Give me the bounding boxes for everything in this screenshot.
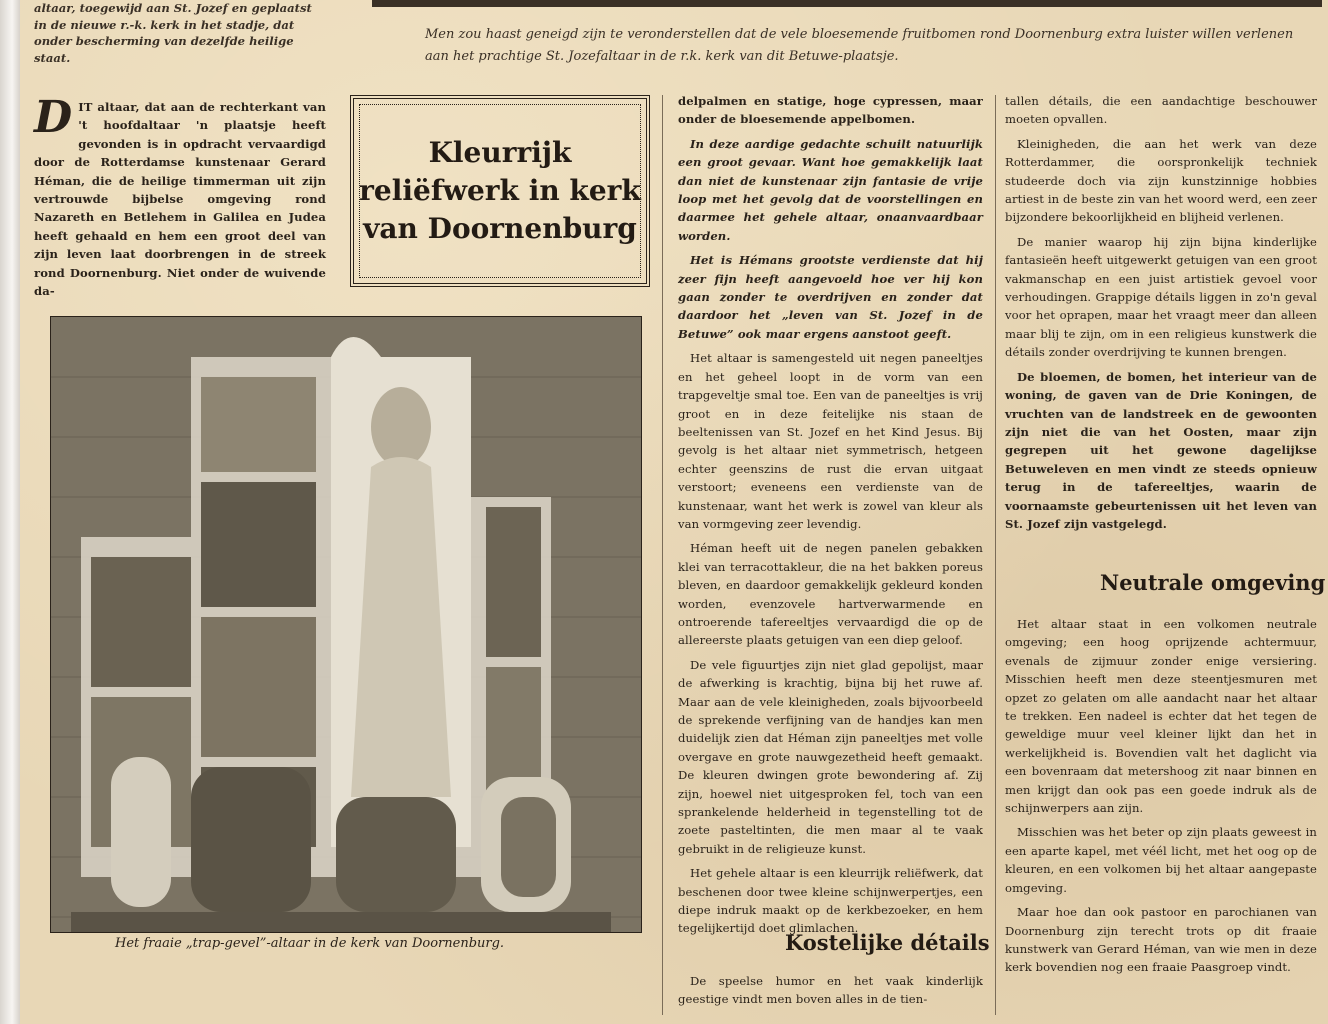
column-2 [678,92,983,944]
paragraph: Maar hoe dan ook pastoor en parochianen van Doornenburg zijn terecht trots op dit fraaie kunstwerk van Gerard Héman, van wie men in deze kerk bovendien nog een fraaie Paasgroep vindt. [1005,905,1317,975]
dropcap-letter: D [34,92,73,143]
headline-line: van Doornenburg [363,212,637,245]
column-3 [1005,92,1317,539]
paragraph: De manier waarop hij zijn bijna kinderlijke fantasieën heeft uitgewerkt getuigen van een groot vakmanschap en een juist artistiek gevoel voor verhoudingen. Grappige détails liggen in zo'n geval voor het oprapen, maar het vraagt meer dan alleen maar blij te zijn, om in een religieus kunstwerk die détails zonder overdrijving te kunnen brengen. [1005,234,1317,360]
column-1 [34,92,326,306]
top-fragment-line: altaar, toegewijd aan St. Jozef en geplaatst [34,1,312,15]
headline [359,134,641,248]
top-fragment-line: onder bescherming van dezelfde heilige [34,34,294,48]
binder-edge [0,0,22,1024]
intro-text: IT altaar, dat aan de rechterkant van 't hoofdaltaar 'n plaatsje heeft gevonden is in opdracht vervaardigd door de Rotterdamse kunstenaar Gerard Héman, die de heilige timmerman uit zijn vertrouwde bijbelse omgeving rond Nazareth en Betlehem in Galilea en Judea heeft gehaald en hem een groot deel van zijn leven laat doorbrengen in de streek rond Doornenburg. Niet onder de wuivende da- [34,100,326,299]
paragraph: De speelse humor en het vaak kinderlijk geestige vindt men boven alles in de tien- [678,974,983,1007]
top-fragment-line: in de nieuwe r.-k. kerk in het stadje, dat [34,17,295,32]
paragraph: tallen détails, die een aandachtige beschouwer moeten opvallen. [1005,94,1317,127]
altar-photo-illustration [51,317,641,932]
paragraph: Het is Hémans grootste verdienste dat hij zeer fijn heeft aangevoeld hoe ver hij kon gaan zonder te overdrijven en zonder dat daardoor het „leven van St. Jozef in de Betuwe” ook maar ergens aanstoot geeft. [678,253,983,341]
column-2-tail [678,972,983,1015]
paragraph: Het gehele altaar is een kleurrijk reliëfwerk, dat beschenen door twee kleine schijnwerpertjes, een diepe indruk maakt op de kerkbezoeker, en hem tegelijkertijd doet glimlachen. [678,866,983,936]
column-divider [995,95,996,1015]
photo-caption: Het fraaie „trap-gevel”-altaar in de kerk van Doornenburg. [115,936,505,951]
paragraph: Misschien was het beter op zijn plaats geweest in een aparte kapel, met véél licht, met het oog op de kleuren, en een volkomen bij het altaar aangepaste omgeving. [1005,825,1317,895]
top-caption: Men zou haast geneigd zijn te veronderstellen dat de vele bloesemende fruitbomen rond Doornenburg extra luister willen verlenen aan het prachtige St. Jozefaltaar in de r.k. kerk van dit Betuwe-plaatsje. [425,27,1294,64]
altar-photo [50,316,642,933]
paragraph: Héman heeft uit de negen panelen gebakken klei van terracottakleur, die na het bakken poreus bleven, en daardoor gemakkelijk gekleurd konden worden, evenzovele hartverwarmende en ontroerende tafereeltjes vervaardigd die op de allereerste plaats getuigen van een diep geloof. [678,541,983,648]
subhead-neutrale-omgeving: Neutrale omgeving [1100,570,1326,595]
column-3-tail [1005,615,1317,983]
intro-paragraph [34,92,326,300]
headline-line: reliëfwerk in kerk [359,174,641,207]
paragraph: De vele figuurtjes zijn niet glad gepolijst, maar de afwerking is krachtig, bijna bij het ruwe af. Maar aan de vele kleinigheden, zoals bijvoorbeeld de sprekende verfijning van de handjes kan men duidelijk zien dat Héman zijn paneeltjes met volle overgave en grote nauwgezetheid heeft gemaakt. De kleuren dwingen grote bewondering af. Zij zijn, hoewel niet uitgesproken fel, toch van een sprankelende helderheid in tegenstelling tot de zoete pasteltinten, die men maar al te vaak gebruikt in de religieuze kunst. [678,657,983,856]
top-fragment-line: staat. [34,50,71,65]
paragraph: De bloemen, de bomen, het interieur van de woning, de gaven van de Drie Koningen, de vruchten van de landstreek en de gewoonten zijn niet die van het Oosten, maar zijn gegrepen uit het gewone dagelijkse Betuweleven en men vindt ze steeds opnieuw terug in de tafereeltjes, waarin de voornaamste gebeurtenissen uit het leven van St. Jozef zijn vastgelegd. [1005,369,1317,531]
paragraph: delpalmen en statige, hoge cypressen, maar onder de bloesemende appelbomen. [678,94,983,127]
subhead-kostelijke-details: Kostelijke détails [785,930,990,955]
paragraph: Het altaar staat in een volkomen neutrale omgeving; een hoog oprijzende achtermuur, evenals de zijmuur zonder enige versiering. Misschien heeft men deze steentjesmuren met opzet zo gelaten om alle aandacht naar het altaar te trekken. Een nadeel is echter dat het tegen de geweldige muur veel kleiner lijkt dan het in werkelijkheid is. Bovendien valt het daglicht via een bovenraam dat metershoog zit naar binnen en men krijgt dan ook pas een goede indruk als de schijnwerpers aan zijn. [1005,617,1317,816]
top-rule-bar [372,0,1322,7]
top-fragment [34,0,334,66]
paragraph: Kleinigheden, die aan het werk van deze Rotterdammer, die oorspronkelijk techniek studeerde doch via zijn kunstzinnige hobbies artiest in de beste zin van het woord werd, een zeer bijzondere bekoorlijkheid en blijheid verlenen. [1005,136,1317,225]
headline-line: Kleurrijk [428,136,572,169]
headline-box [350,95,650,287]
column-divider [662,95,663,1015]
paragraph: Het altaar is samengesteld uit negen paneeltjes en het geheel loopt in de vorm van een trapgeveltje smal toe. Een van de paneeltjes is vrij groot en in deze feitelijke nis staan de beeltenissen van St. Jozef en het Kind Jesus. Bij gevolg is het altaar niet symmetrisch, hetgeen echter geenszins de rust die ervan uitgaat verstoort; eveneens een verdienste van de kunstenaar, want het werk is zowel van kleur als van vormgeving zeer levendig. [678,351,983,531]
paragraph: In deze aardige gedachte schuilt natuurlijk een groot gevaar. Want hoe gemakkelijk laat dan niet de kunstenaar zijn fantasie de vrije loop met het gevolg dat de voorstellingen en daarmee het gehele altaar, onaanvaardbaar worden. [678,136,983,243]
